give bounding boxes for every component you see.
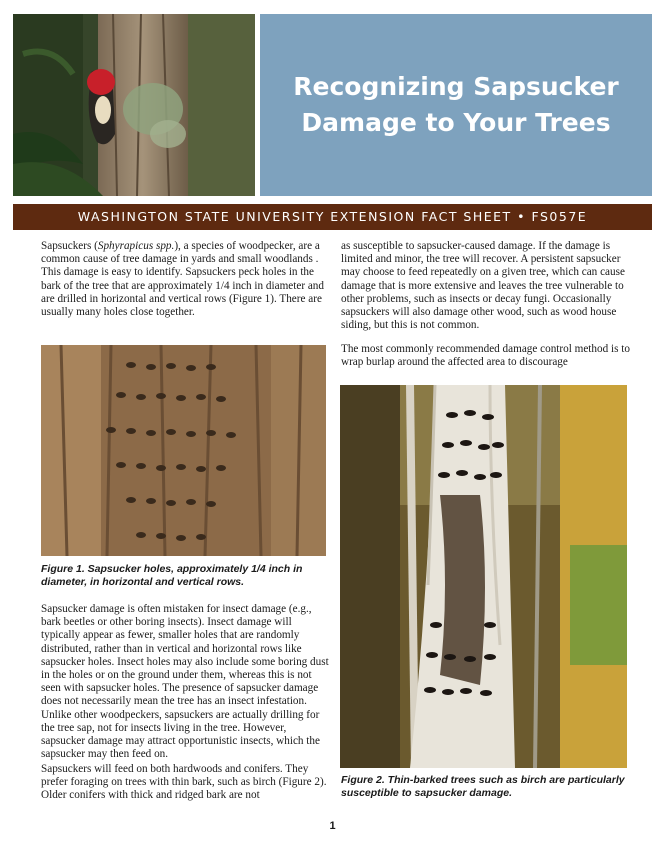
page-title [293,69,619,141]
sapsucker-bird-photo [13,14,255,196]
intro-species: Sphyrapicus spp. [97,240,175,252]
figure-1-photo [41,345,326,556]
intro-pre: Sapsuckers ( [41,240,98,252]
sapsucker-holes-bark-illustration [41,345,326,556]
intro-post: ), a species of woodpecker, are a common cause of tree damage in yards and small woodlands . This damage is easy to identify. Sapsuckers peck holes in the bark of the tree that are approximately 1/4 inch in diameter and are drilled in horizontal and vertical rows (Figure 1). There are usually many holes close together. [41,240,324,319]
page-number: 1 [329,820,336,832]
title-box [260,14,652,196]
title-line-1: Recognizing Sapsucker [293,72,619,101]
susceptibility-paragraph: as susceptible to sapsucker-caused damage. If the damage is limited and minor, the tree will recover. A persistent sapsucker may choose to feed repeatedly on a given tree, which can cause damage that is more extensive and leaves the tree vulnerable to other problems, such as insects or decay fungi. Occasionally sapsuckers will also damage other wood, such as wood house siding, but this is not common. [341,240,625,332]
figure-1-caption: Figure 1. Sapsucker holes, approximately 1/4 inch in diameter, in horizontal and vertical rows. [41,563,303,588]
intro-paragraph [41,240,329,319]
insect-damage-paragraph: Sapsucker damage is often mistaken for insect damage (e.g., bark beetles or other boring insects). Insect damage will typically appear as fewer, smaller holes that are randomly distributed, rather than in vertical and horizontal rows like sapsucker holes. Insect holes may also include some boring dust in the holes or on the ground under them, whereas this is not seen with sapsucker holes. The presence of sapsucker damage does not necessarily mean the tree has an insect infestation. Unlike other woodpeckers, sapsuckers are actually drilling for the tree sap, not for insects living in the tree. However, sapsucker damage may attract opportunistic insects, which the sapsucker may then feed on. [41,603,329,761]
title-line-2: Damage to Your Trees [301,108,611,137]
birch-tree-illustration [340,385,627,768]
hardwoods-paragraph: Sapsuckers will feed on both hardwoods and conifers. They prefer foraging on trees with thin bark, such as birch (Figure 2). Older conifers with thick and ridged bark are not [41,763,327,802]
damage-control-paragraph: The most commonly recommended damage control method is to wrap burlap around the affected area to discourage [341,343,630,369]
figure-2-photo [340,385,627,768]
figure-2-caption: Figure 2. Thin-barked trees such as birch are particularly susceptible to sapsucker damage. [341,774,625,799]
sapsucker-illustration [13,14,255,196]
fact-sheet-banner: WASHINGTON STATE UNIVERSITY EXTENSION FACT SHEET • FS057E [13,204,652,230]
